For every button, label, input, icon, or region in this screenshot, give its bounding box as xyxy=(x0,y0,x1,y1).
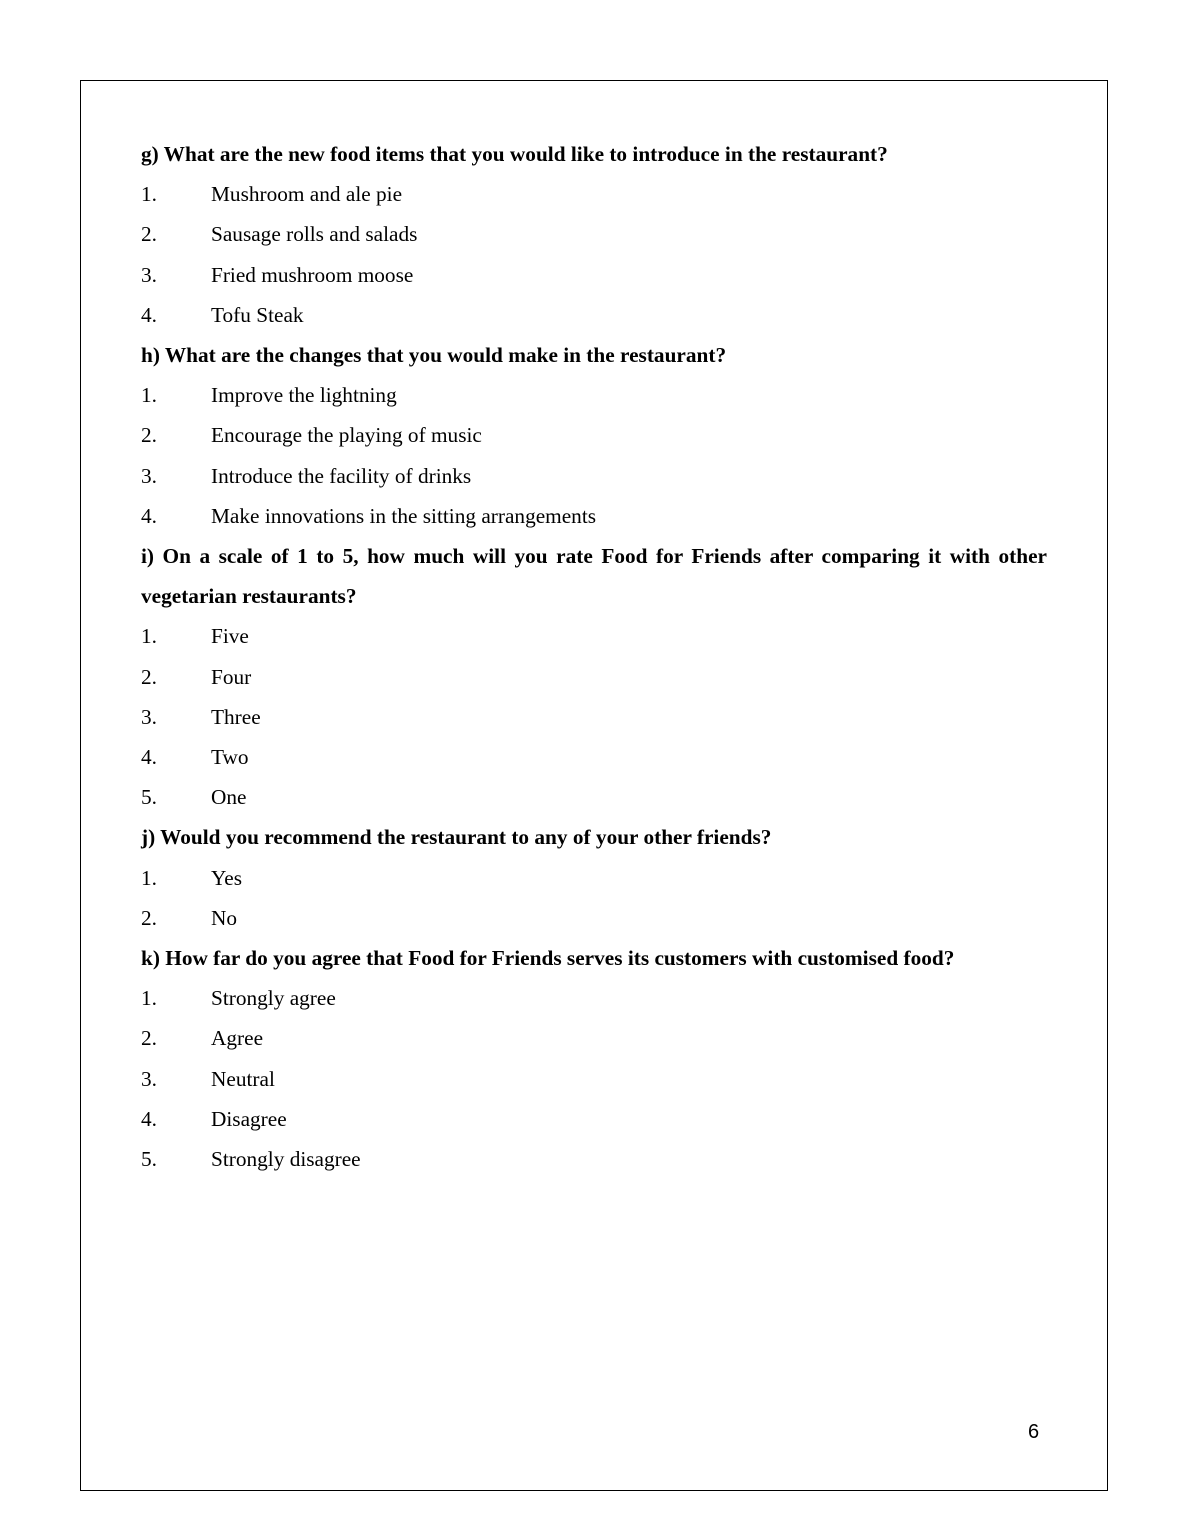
item-number: 2. xyxy=(141,905,157,930)
question-heading: k) How far do you agree that Food for Friends serves its customers with customised food? xyxy=(141,946,955,971)
document-content xyxy=(141,134,1047,1179)
question-heading: i) On a scale of 1 to 5, how much will you rate Food for Friends after comparing it with other vegetarian restaurants? xyxy=(141,544,1047,609)
item-text: Yes xyxy=(211,865,242,890)
item-text: Encourage the playing of music xyxy=(211,423,482,448)
answer-list xyxy=(141,978,1047,1179)
item-text: Sausage rolls and salads xyxy=(211,222,418,247)
list-item xyxy=(141,858,1047,898)
item-text: No xyxy=(211,905,238,930)
item-text: Fried mushroom moose xyxy=(211,262,414,287)
item-number: 2. xyxy=(141,423,157,448)
list-item xyxy=(141,657,1047,697)
question-section-g xyxy=(141,134,1047,335)
question-section-j xyxy=(141,817,1047,938)
item-text: Neutral xyxy=(211,1066,275,1091)
item-text: Five xyxy=(211,624,249,649)
list-item xyxy=(141,415,1047,455)
list-item xyxy=(141,255,1047,295)
item-number: 4. xyxy=(141,745,157,770)
item-number: 4. xyxy=(141,503,157,528)
list-item xyxy=(141,174,1047,214)
list-item xyxy=(141,737,1047,777)
answer-list xyxy=(141,174,1047,335)
item-text: Introduce the facility of drinks xyxy=(211,463,472,488)
list-item xyxy=(141,1059,1047,1099)
item-number: 3. xyxy=(141,704,157,729)
item-text: Make innovations in the sitting arrangements xyxy=(211,503,597,528)
question-section-i xyxy=(141,536,1047,817)
item-text: Disagree xyxy=(211,1106,287,1131)
list-item xyxy=(141,777,1047,817)
list-item xyxy=(141,496,1047,536)
list-item xyxy=(141,898,1047,938)
item-number: 4. xyxy=(141,302,157,327)
answer-list xyxy=(141,616,1047,817)
question-section-h xyxy=(141,335,1047,536)
list-item xyxy=(141,295,1047,335)
item-text: Two xyxy=(211,745,249,770)
page-number: 6 xyxy=(1028,1421,1040,1443)
answer-list xyxy=(141,858,1047,938)
item-number: 3. xyxy=(141,262,157,287)
list-item xyxy=(141,978,1047,1018)
item-number: 2. xyxy=(141,222,157,247)
item-number: 2. xyxy=(141,664,157,689)
question-section-k xyxy=(141,938,1047,1179)
list-item xyxy=(141,456,1047,496)
item-text: Mushroom and ale pie xyxy=(211,182,403,207)
item-text: Four xyxy=(211,664,252,689)
item-number: 1. xyxy=(141,865,157,890)
item-number: 1. xyxy=(141,624,157,649)
item-number: 2. xyxy=(141,1026,157,1051)
item-text: Strongly disagree xyxy=(211,1147,361,1172)
item-number: 1. xyxy=(141,182,157,207)
item-text: Strongly agree xyxy=(211,986,336,1011)
list-item xyxy=(141,1099,1047,1139)
item-text: Agree xyxy=(211,1026,264,1051)
question-heading: h) What are the changes that you would make in the restaurant? xyxy=(141,343,727,368)
item-number: 1. xyxy=(141,986,157,1011)
list-item xyxy=(141,697,1047,737)
item-number: 3. xyxy=(141,1066,157,1091)
item-number: 4. xyxy=(141,1106,157,1131)
list-item xyxy=(141,1139,1047,1179)
item-text: Tofu Steak xyxy=(211,302,304,327)
item-text: Improve the lightning xyxy=(211,383,397,408)
item-number: 5. xyxy=(141,785,157,810)
list-item xyxy=(141,616,1047,656)
answer-list xyxy=(141,375,1047,536)
list-item xyxy=(141,1018,1047,1058)
list-item xyxy=(141,214,1047,254)
item-number: 5. xyxy=(141,1147,157,1172)
item-text: One xyxy=(211,785,247,810)
item-number: 3. xyxy=(141,463,157,488)
question-heading: g) What are the new food items that you would like to introduce in the restaurant? xyxy=(141,142,888,166)
question-heading: j) Would you recommend the restaurant to any of your other friends? xyxy=(141,825,772,850)
list-item xyxy=(141,375,1047,415)
item-number: 1. xyxy=(141,383,157,408)
item-text: Three xyxy=(211,704,261,729)
